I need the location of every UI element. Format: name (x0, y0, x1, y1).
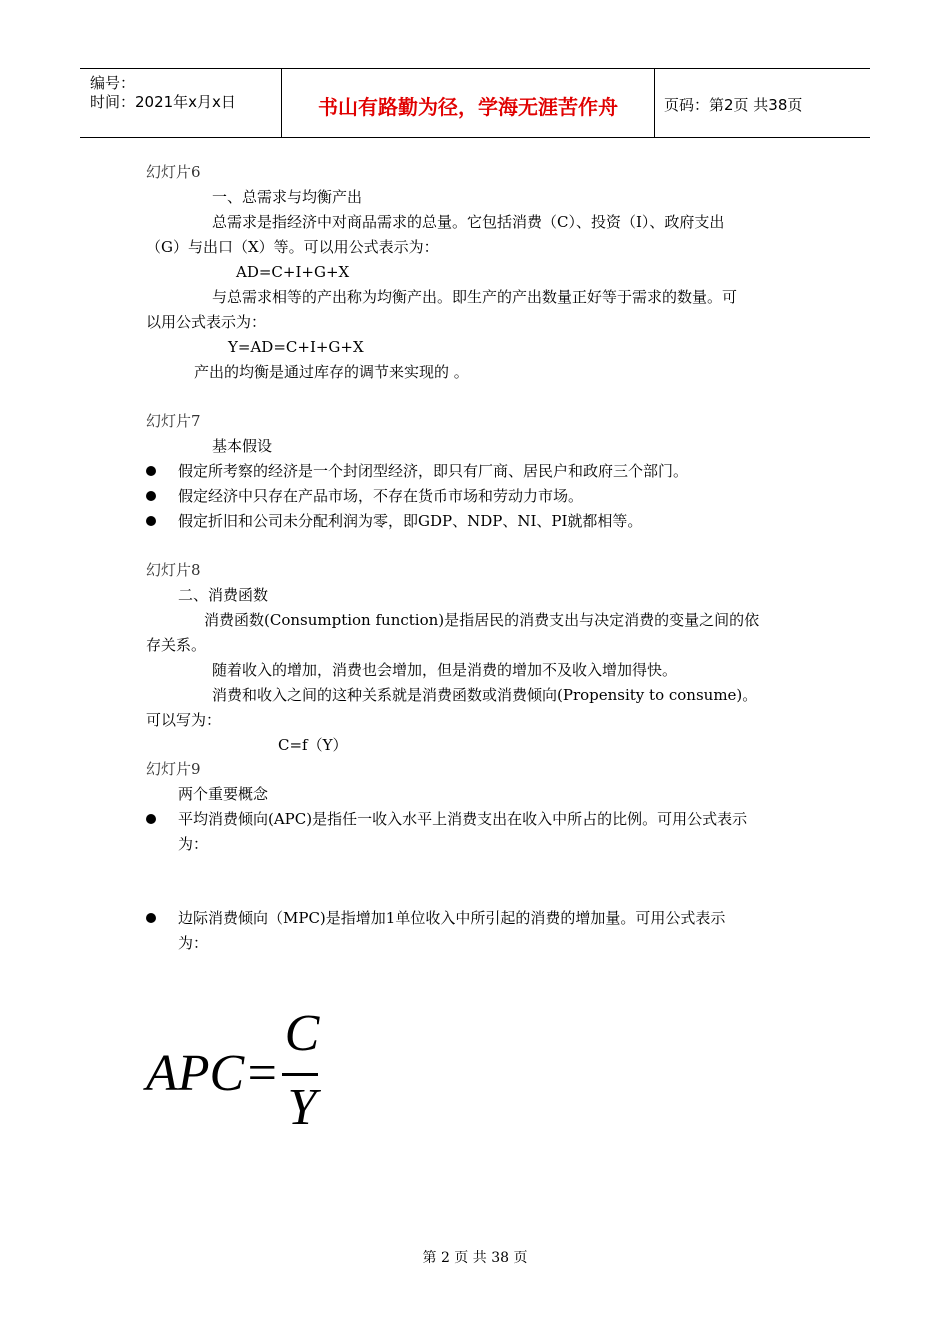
bullet-dot (146, 814, 156, 824)
slide6-label: 幻灯片6 (146, 163, 201, 181)
bullet-dot (146, 466, 156, 476)
slide7-bullet-1: 假定所考察的经济是一个封闭型经济，即只有厂商、居民户和政府三个部门。 (178, 462, 689, 480)
header-page-info: 页码：第2页 共38页 (664, 96, 803, 114)
slide8-paragraph-3b: 可以写为： (146, 711, 222, 729)
slide6-paragraph-2a: 与总需求相等的产出称为均衡产出。即生产的产出数量正好等于需求的数量。可 (212, 288, 738, 306)
slide9-heading: 两个重要概念 (178, 785, 269, 803)
slide6-paragraph-2b: 以用公式表示为： (146, 313, 267, 331)
slide6-paragraph-1a: 总需求是指经济中对商品需求的总量。它包括消费（C）、投资（I）、政府支出 (212, 213, 725, 231)
bullet-dot (146, 913, 156, 923)
slide7-bullet-3: 假定折旧和公司未分配利润为零，即GDP、NDP、NI、PI就都相等。 (178, 512, 643, 530)
formula-numerator: C (284, 1005, 320, 1062)
slide9-bullet-2a: 边际消费倾向（MPC)是指增加1单位收入中所引起的消费的增加量。可用公式表示 (178, 909, 726, 927)
slide6-formula-2: Y=AD=C+I+G+X (228, 338, 364, 356)
slide6-paragraph-1b: （G）与出口（X）等。可以用公式表示为： (146, 238, 439, 256)
slide8-paragraph-2: 随着收入的增加，消费也会增加，但是消费的增加不及收入增加得快。 (212, 661, 678, 679)
slide8-heading: 二、消费函数 (178, 586, 269, 604)
page-footer: 第 2 页 共 38 页 (422, 1250, 528, 1266)
fraction-bar (282, 1073, 318, 1076)
slide9-bullet-1a: 平均消费倾向(APC)是指任一收入水平上消费支出在收入中所占的比例。可用公式表示 (178, 810, 748, 828)
slide8-paragraph-1b: 存关系。 (146, 636, 207, 654)
header-right-cell (654, 69, 870, 137)
header-left-cell (80, 69, 280, 137)
bullet-dot (146, 516, 156, 526)
header-motto: 书山有路勤为径，学海无涯苦作舟 (318, 95, 618, 119)
slide7-heading: 基本假设 (212, 437, 273, 455)
slide9-label: 幻灯片9 (146, 760, 201, 778)
header-center-cell (281, 69, 655, 137)
formula-denominator: Y (287, 1079, 317, 1136)
slide6-formula-1: AD=C+I+G+X (236, 263, 350, 281)
slide8-paragraph-1a: 消费函数(Consumption function)是指居民的消费支出与决定消费的变量之间的依 (204, 611, 760, 629)
apc-formula (146, 1005, 336, 1140)
slide6-paragraph-3: 产出的均衡是通过库存的调节来实现的 。 (194, 363, 469, 381)
slide8-formula-1: C=f（Y） (278, 736, 348, 754)
bullet-dot (146, 491, 156, 501)
slide7-label: 幻灯片7 (146, 412, 201, 430)
formula-lhs: APC= (146, 1045, 280, 1102)
doc-number-label: 编号： (90, 74, 136, 92)
slide9-bullet-1b: 为： (178, 835, 209, 853)
slide6-heading: 一、总需求与均衡产出 (212, 188, 363, 206)
slide8-label: 幻灯片8 (146, 561, 201, 579)
doc-date: 时间：2021年x月x日 (90, 93, 236, 111)
slide7-bullet-2: 假定经济中只存在产品市场，不存在货币市场和劳动力市场。 (178, 487, 584, 505)
header-table (80, 68, 870, 138)
slide9-bullet-2b: 为： (178, 934, 209, 952)
slide8-paragraph-3a: 消费和收入之间的这种关系就是消费函数或消费倾向(Propensity to consume)。 (212, 686, 758, 704)
